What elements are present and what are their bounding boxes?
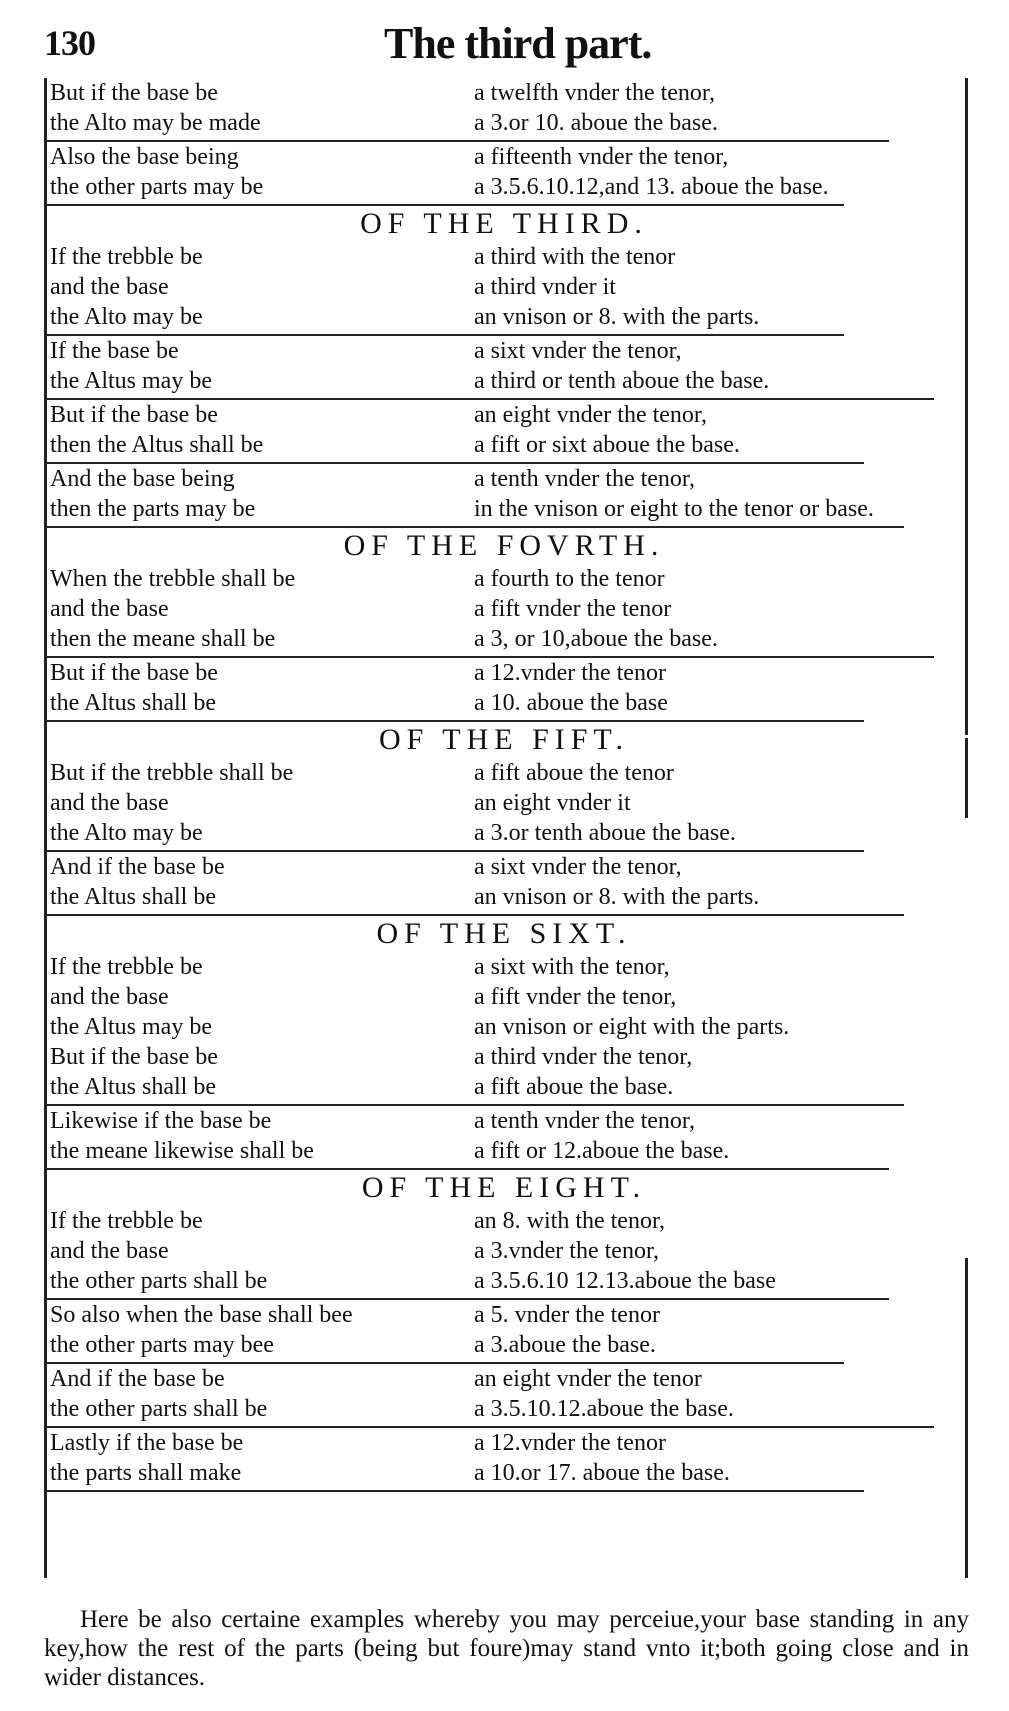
row-interval: a 3.5.6.10 12.13.aboue the base [474, 1268, 776, 1294]
table-row [50, 1072, 960, 1102]
row-condition: But if the trebble shall be [50, 760, 294, 786]
section-heading: OF THE FIFT. [378, 723, 630, 756]
row-condition: When the trebble shall be [50, 566, 296, 592]
table-row [50, 1206, 960, 1236]
section-heading: OF THE FOVRTH. [343, 529, 665, 562]
table-row [50, 1012, 960, 1042]
row-condition: And if the base be [50, 1366, 225, 1392]
table-row [50, 1042, 960, 1072]
page-header [44, 18, 944, 68]
group-divider [44, 1490, 864, 1492]
table-row [50, 108, 960, 138]
table-row [50, 982, 960, 1012]
table-row [50, 272, 960, 302]
section-heading: OF THE SIXT. [376, 917, 632, 950]
table-row [50, 400, 960, 430]
row-condition: the Altus shall be [50, 1074, 216, 1100]
row-interval: an eight vnder the tenor, [474, 402, 707, 428]
row-interval: a 3.5.10.12.aboue the base. [474, 1396, 734, 1422]
table-row [50, 594, 960, 624]
row-interval: a tenth vnder the tenor, [474, 466, 695, 492]
row-interval: a 3, or 10,aboue the base. [474, 626, 718, 652]
row-interval: a third with the tenor [474, 244, 676, 270]
row-interval: an eight vnder it [474, 790, 631, 816]
row-interval: a sixt vnder the tenor, [474, 338, 682, 364]
row-interval: a fourth to the tenor [474, 566, 665, 592]
table-row [50, 688, 960, 718]
table-row [50, 172, 960, 202]
row-condition: If the base be [50, 338, 179, 364]
row-condition: the Alto may be made [50, 110, 261, 136]
row-condition: the Altus shall be [50, 690, 216, 716]
row-condition: and the base [50, 984, 169, 1010]
running-title: The third part. [384, 19, 652, 68]
row-condition: the Alto may be [50, 820, 203, 846]
row-interval: a fift vnder the tenor [474, 596, 672, 622]
table-row [50, 366, 960, 396]
table-row [50, 624, 960, 654]
row-interval: a 10.or 17. aboue the base. [474, 1460, 730, 1486]
row-interval: a third or tenth aboue the base. [474, 368, 770, 394]
row-interval: a fift or sixt aboue the base. [474, 432, 740, 458]
row-condition: the other parts shall be [50, 1268, 268, 1294]
row-interval: a 5. vnder the tenor [474, 1302, 660, 1328]
section-heading: OF THE EIGHT. [361, 1171, 647, 1204]
row-condition: and the base [50, 274, 169, 300]
table-row [50, 882, 960, 912]
table-row [50, 1300, 960, 1330]
table-row [50, 1266, 960, 1296]
row-condition: If the trebble be [50, 954, 203, 980]
table-row [50, 1330, 960, 1360]
row-condition: and the base [50, 596, 169, 622]
row-interval: an vnison or 8. with the parts. [474, 304, 760, 330]
row-condition: Likewise if the base be [50, 1108, 272, 1134]
row-interval: in the vnison or eight to the tenor or base. [474, 496, 874, 522]
row-condition: Lastly if the base be [50, 1430, 244, 1456]
row-interval: an vnison or 8. with the parts. [474, 884, 760, 910]
table-row [50, 142, 960, 172]
row-condition: the other parts shall be [50, 1396, 268, 1422]
row-condition: But if the base be [50, 1044, 218, 1070]
row-interval: a fift aboue the tenor [474, 760, 674, 786]
row-interval: a sixt with the tenor, [474, 954, 670, 980]
row-interval: a fifteenth vnder the tenor, [474, 144, 729, 170]
table-row [50, 952, 960, 982]
table-row [50, 242, 960, 272]
table-row [50, 852, 960, 882]
row-condition: the other parts may be [50, 174, 264, 200]
row-condition: the other parts may bee [50, 1332, 274, 1358]
row-condition: the meane likewise shall be [50, 1138, 314, 1164]
table-right-border-middle [965, 738, 968, 818]
table-row [50, 1428, 960, 1458]
row-condition: the Alto may be [50, 304, 203, 330]
row-interval: an vnison or eight with the parts. [474, 1014, 790, 1040]
table-row [50, 758, 960, 788]
row-condition: So also when the base shall bee [50, 1302, 353, 1328]
row-interval: a tenth vnder the tenor, [474, 1108, 695, 1134]
row-interval: a third vnder it [474, 274, 616, 300]
row-condition: the parts shall make [50, 1460, 242, 1486]
row-interval: an eight vnder the tenor [474, 1366, 702, 1392]
row-condition: But if the base be [50, 660, 218, 686]
row-interval: a fift or 12.aboue the base. [474, 1138, 730, 1164]
row-condition: then the parts may be [50, 496, 256, 522]
row-condition: And the base being [50, 466, 235, 492]
table-row [50, 818, 960, 848]
table-right-border-lower [965, 1258, 968, 1578]
table-row [50, 1236, 960, 1266]
row-condition: the Altus may be [50, 368, 212, 394]
row-interval: a sixt vnder the tenor, [474, 854, 682, 880]
table-row [50, 302, 960, 332]
row-condition: then the Altus shall be [50, 432, 264, 458]
table-row [50, 464, 960, 494]
row-condition: But if the base be [50, 80, 218, 106]
table-row [50, 1394, 960, 1424]
table-row [50, 1136, 960, 1166]
intervals-table [44, 78, 964, 1578]
table-left-border [44, 78, 47, 1578]
row-interval: a 10. aboue the base [474, 690, 668, 716]
row-condition: But if the base be [50, 402, 218, 428]
row-interval: a 12.vnder the tenor [474, 660, 666, 686]
table-row [50, 788, 960, 818]
closing-paragraph: Here be also certaine examples whereby you may perceiue,your base standing in any key,how the rest of the parts (being but foure)may stand vnto it;both going close and in wider distances. [44, 1606, 969, 1691]
table-right-border-upper [965, 78, 968, 735]
row-interval: a 3.vnder the tenor, [474, 1238, 659, 1264]
row-condition: and the base [50, 1238, 169, 1264]
table-row [50, 1106, 960, 1136]
row-condition: and the base [50, 790, 169, 816]
row-interval: an 8. with the tenor, [474, 1208, 665, 1234]
row-interval: a 3.aboue the base. [474, 1332, 656, 1358]
table-row [50, 430, 960, 460]
table-row [50, 494, 960, 524]
row-interval: a 3.5.6.10.12,and 13. aboue the base. [474, 174, 829, 200]
row-condition: If the trebble be [50, 1208, 203, 1234]
row-condition: the Altus shall be [50, 884, 216, 910]
table-row [50, 1364, 960, 1394]
row-interval: a 3.or tenth aboue the base. [474, 820, 736, 846]
table-row [50, 1458, 960, 1488]
row-condition: If the trebble be [50, 244, 203, 270]
row-interval: a 3.or 10. aboue the base. [474, 110, 718, 136]
row-interval: a fift aboue the base. [474, 1074, 674, 1100]
table-row [50, 658, 960, 688]
table-row [50, 78, 960, 108]
section-heading: OF THE THIRD. [360, 207, 648, 240]
table-row [50, 564, 960, 594]
row-interval: a twelfth vnder the tenor, [474, 80, 715, 106]
row-condition: Also the base being [50, 144, 239, 170]
page-number: 130 [44, 23, 95, 63]
row-condition: And if the base be [50, 854, 225, 880]
row-condition: the Altus may be [50, 1014, 212, 1040]
row-interval: a 12.vnder the tenor [474, 1430, 666, 1456]
table-row [50, 336, 960, 366]
row-condition: then the meane shall be [50, 626, 276, 652]
row-interval: a fift vnder the tenor, [474, 984, 677, 1010]
row-interval: a third vnder the tenor, [474, 1044, 693, 1070]
